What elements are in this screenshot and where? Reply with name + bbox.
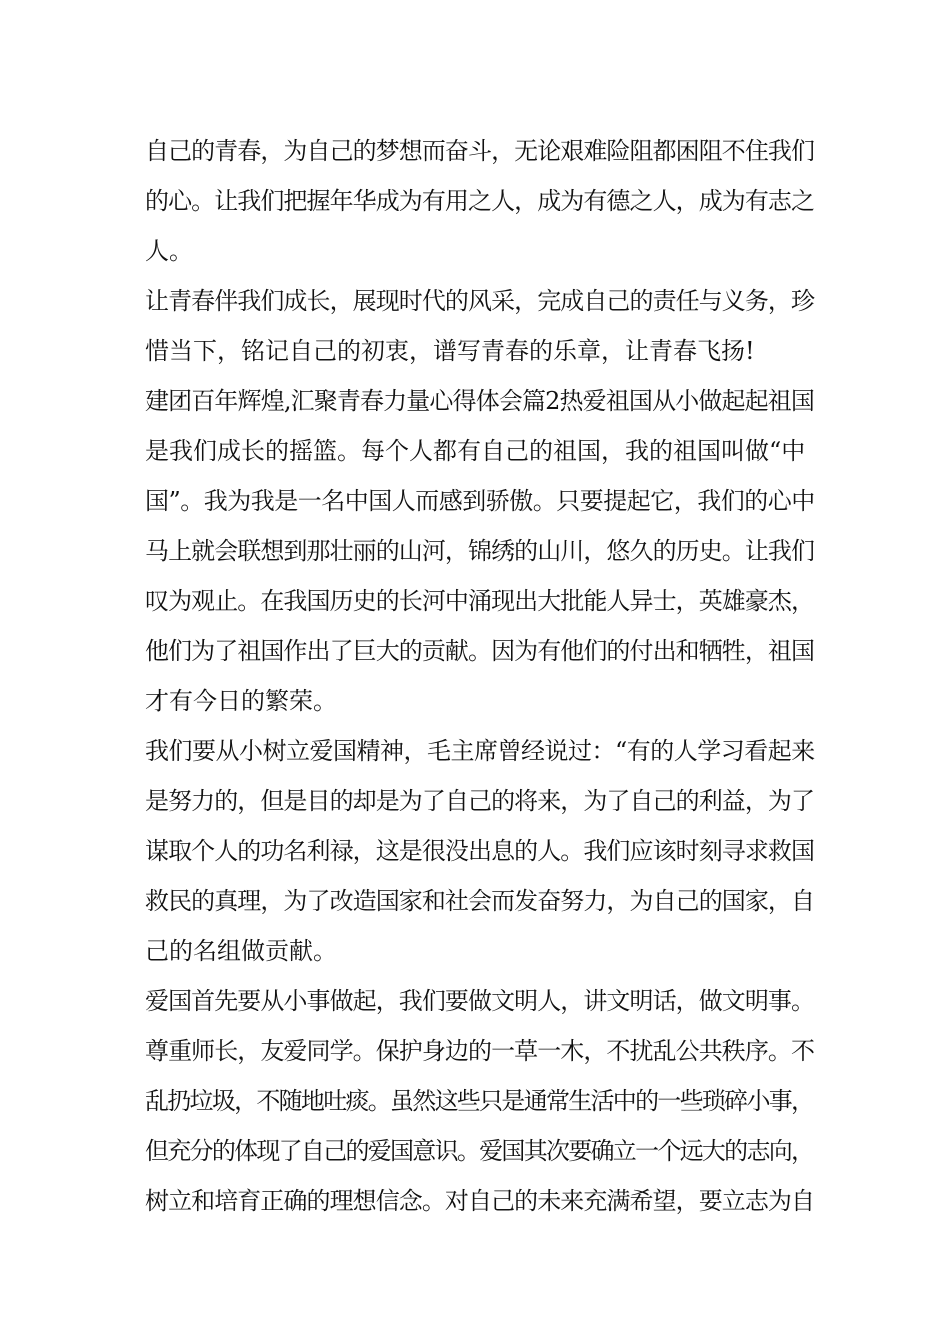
text-line: 让青春伴我们成长，展现时代的风采，完成自己的责任与义务，珍 bbox=[145, 287, 815, 315]
text-line: 叹为观止。在我国历史的长河中涌现出大批能人异士，英雄豪杰， bbox=[145, 587, 815, 615]
text-line: 惜当下，铭记自己的初衷，谱写青春的乐章，让青春飞扬! bbox=[145, 337, 755, 365]
text-line: 乱扔垃圾，不随地吐痰。虽然这些只是通常生活中的一些琐碎小事， bbox=[145, 1087, 814, 1115]
text-line: 他们为了祖国作出了巨大的贡献。因为有他们的付出和牺牲，祖国 bbox=[145, 637, 815, 665]
text-line: 谋取个人的功名利禄，这是很没出息的人。我们应该时刻寻求救国 bbox=[145, 837, 815, 865]
text-line: 是努力的，但是目的却是为了自己的将来，为了自己的利益，为了 bbox=[145, 787, 815, 815]
text-line: 自己的青春，为自己的梦想而奋斗，无论艰难险阻都困阻不住我们 bbox=[145, 137, 815, 165]
text-line: 己的名组做贡献。 bbox=[145, 937, 337, 965]
text-line: 树立和培育正确的理想信念。对自己的未来充满希望，要立志为自 bbox=[145, 1187, 815, 1215]
text-line: 我们要从小树立爱国精神，毛主席曾经说过：“有的人学习看起来 bbox=[145, 737, 815, 765]
text-line: 人。 bbox=[145, 237, 193, 265]
text-line: 国”。我为我是一名中国人而感到骄傲。只要提起它，我们的心中 bbox=[145, 487, 815, 515]
text-line: 救民的真理，为了改造国家和社会而发奋努力，为自己的国家，自 bbox=[145, 887, 815, 915]
text-line: 尊重师长，友爱同学。保护身边的一草一木，不扰乱公共秩序。不 bbox=[145, 1037, 815, 1065]
text-line: 但充分的体现了自己的爱国意识。爱国其次要确立一个远大的志向， bbox=[145, 1137, 814, 1165]
text-line: 才有今日的繁荣。 bbox=[145, 687, 337, 715]
text-line: 建团百年辉煌,汇聚青春力量心得体会篇2热爱祖国从小做起起祖国 bbox=[145, 387, 815, 415]
text-line: 爱国首先要从小事做起，我们要做文明人，讲文明话，做文明事。 bbox=[145, 987, 815, 1015]
text-line: 是我们成长的摇篮。每个人都有自己的祖国，我的祖国叫做“中 bbox=[145, 437, 806, 465]
text-line: 马上就会联想到那壮丽的山河，锦绣的山川，悠久的历史。让我们 bbox=[145, 537, 815, 565]
text-line: 的心。让我们把握年华成为有用之人，成为有德之人，成为有志之 bbox=[145, 187, 815, 215]
